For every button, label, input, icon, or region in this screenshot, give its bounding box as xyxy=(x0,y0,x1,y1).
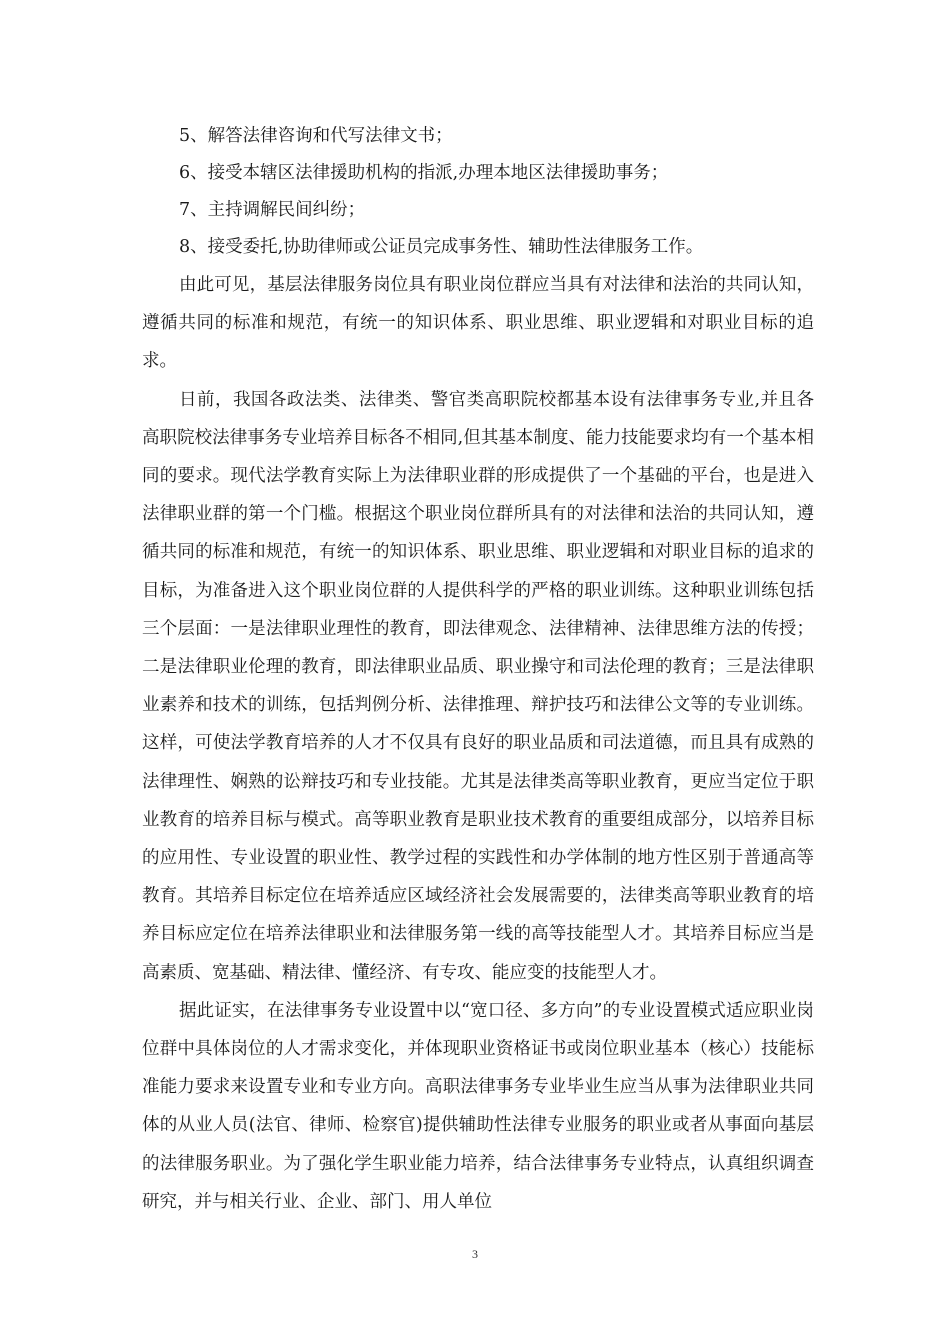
list-item: 7、主持调解民间纠纷； xyxy=(179,200,366,220)
paragraph: 据此证实，在法律事务专业设置中以“宽口径、多方向”的专业设置模式适应职业岗位群中具体岗位的人才需求变化，并体现职业资格证书或岗位职业基本（核心）技能标准能力要求来设置专业和专业方向。高职法律事务专业毕业生应当从事为法律职业共同体的从业人员(法官、律师、检察官)提供辅助性法律专业服务的职业或者从事面向基层的法律服务职业。为了强化学生职业能力培养，结合法律事务专业特点，认真组织调查研究，并与相关行业、企业、部门、用人单位 xyxy=(142,1000,814,1212)
page-body xyxy=(142,118,814,1221)
list-item: 6、接受本辖区法律援助机构的指派,办理本地区法律援助事务； xyxy=(179,163,669,183)
list-item: 5、解答法律咨询和代写法律文书； xyxy=(179,126,453,146)
page-number: 3 xyxy=(472,1247,478,1261)
paragraph: 由此可见，基层法律服务岗位具有职业岗位群应当具有对法律和法治的共同认知，遵循共同的标准和规范，有统一的知识体系、职业思维、职业逻辑和对职业目标的追求。 xyxy=(142,275,814,372)
list-item: 8、接受委托,协助律师或公证员完成事务性、辅助性法律服务工作。 xyxy=(179,237,704,257)
paragraph: 日前，我国各政法类、法律类、警官类高职院校都基本设有法律事务专业,并且各高职院校法律事务专业培养目标各不相同,但其基本制度、能力技能要求均有一个基本相同的要求。现代法学教育实际上为法律职业群的形成提供了一个基础的平台，也是进入法律职业群的第一个门槛。根据这个职业岗位群所具有的对法律和法治的共同认知，遵循共同的标准和规范，有统一的知识体系、职业思维、职业逻辑和对职业目标的追求的目标，为准备进入这个职业岗位群的人提供科学的严格的职业训练。这种职业训练包括三个层面：一是法律职业理性的教育，即法律观念、法律精神、法律思维方法的传授；二是法律职业伦理的教育，即法律职业品质、职业操守和司法伦理的教育；三是法律职业素养和技术的训练，包括判例分析、法律推理、辩护技巧和法律公文等的专业训练。这样，可使法学教育培养的人才不仅具有良好的职业品质和司法道德，而且具有成熟的法律理性、娴熟的讼辩技巧和专业技能。尤其是法律类高等职业教育，更应当定位于职业教育的培养目标与模式。高等职业教育是职业技术教育的重要组成部分，以培养目标的应用性、专业设置的职业性、教学过程的实践性和办学体制的地方性区别于普通高等教育。其培养目标定位在培养适应区域经济社会发展需要的，法律类高等职业教育的培养目标应定位在培养法律职业和法律服务第一线的高等技能型人才。其培养目标应当是高素质、宽基础、精法律、懂经济、有专攻、能应变的技能型人才。 xyxy=(142,389,814,983)
